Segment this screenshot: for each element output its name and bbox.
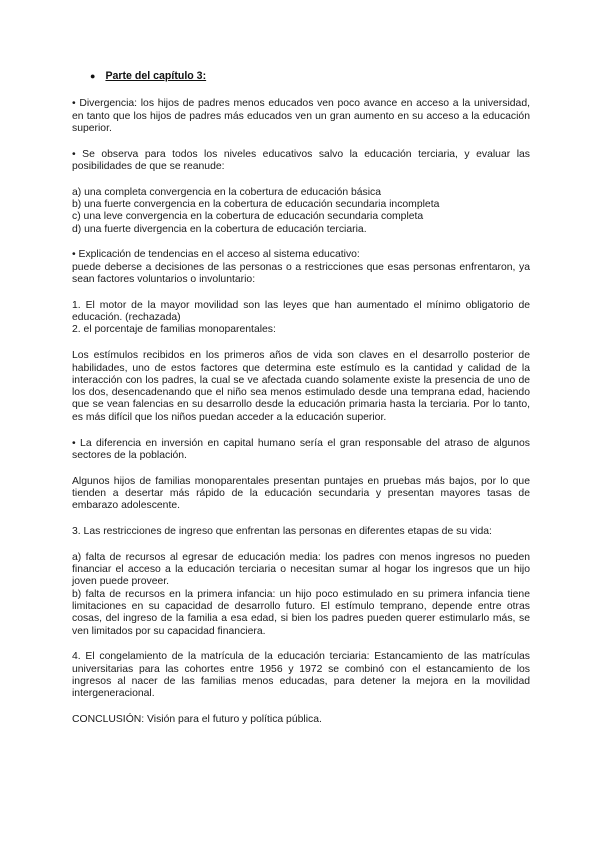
list-item: c) una leve convergencia en la cobertura de educación secundaria completa: [72, 211, 424, 223]
section-heading: [72, 70, 530, 82]
monoparentales-paragraph: Algunos hijos de familias monoparentales presentan puntajes en pruebas más bajos, por lo que tienden a desertar más rápido de la educación secundaria y presentan mayores tasas de embarazo adolescente.: [72, 475, 530, 512]
item-3: 3. Las restricciones de ingreso que enfrentan las personas en diferentes etapas de su vida:: [72, 526, 492, 538]
bullet-icon: ●: [90, 71, 96, 81]
estimulos-paragraph: Los estímulos recibidos en los primeros años de vida son claves en el desarrollo posterior de habilidades, uno de estos factores que determina este estímulo es la cantidad y calidad de la interacción con los padres, la cual se ve afectada cuando solamente existe la presencia de uno de los dos, desencadenando que el niño sea menos estimulado desde una temprana edad, haciendo que se vean falencias en su desarrollo desde la educación primaria hasta la terciaria. Por lo tanto, es más difícil que los niños puedan acceder a la educación superior.: [72, 350, 530, 423]
item-4: 4. El congelamiento de la matrícula de la educación terciaria: Estancamiento de las matrículas universitarias para las cohortes entre 1956 y 1972 se combinó con el estancamiento de los ingresos al nacer de las familias menos educadas, para detener la mejora en la movilidad intergeneracional.: [72, 651, 530, 700]
list-item: a) una completa convergencia en la cobertura de educación básica: [72, 186, 382, 198]
conclusion: CONCLUSIÓN: Visión para el futuro y política pública.: [72, 714, 322, 726]
divergencia-paragraph: • Divergencia: los hijos de padres menos educados ven poco avance en acceso a la universidad, en tanto que los hijos de padres más educados ven un gran aumento en su acceso a la educación superior.: [72, 98, 530, 134]
list-item: d) una fuerte divergencia en la cobertura de educación terciaria.: [72, 223, 367, 235]
tendencias-body: puede deberse a decisiones de las personas o a restricciones que esas personas enfrentaron, ya sean factores voluntarios o involuntario:: [72, 261, 530, 286]
item-2: 2. el porcentaje de familias monoparentales:: [72, 324, 276, 336]
section-heading-title: Parte del capítulo 3:: [105, 70, 207, 82]
restriccion-a: a) falta de recursos al egresar de educación media: los padres con menos ingresos no pueden financiar el acceso a la educación terciaria o necesitan sumar al hogar los ingresos que un hijo joven puede proveer.: [72, 551, 530, 588]
convergencia-list: [72, 187, 530, 236]
tendencias-title: • Explicación de tendencias en el acceso al sistema educativo:: [72, 249, 360, 261]
list-item: b) una fuerte convergencia en la cobertura de educación secundaria incompleta: [72, 199, 440, 211]
convergencia-intro: • Se observa para todos los niveles educativos salvo la educación terciaria, y evaluar las posibilidades de que se reanude:: [72, 148, 530, 172]
restriccion-b: b) falta de recursos en la primera infancia: un hijo poco estimulado en su primera infancia tiene limitaciones en su capacidad de desarrollo futuro. El estímulo temprano, depende entre otras cosas, del ingreso de la familia a esa edad, si bien los padres pueden querer estimularlo más, se ven limitados por su capacidad financiera.: [72, 588, 530, 637]
item-1: 1. El motor de la mayor movilidad son las leyes que han aumentado el mínimo obligatorio de educación. (rechazada): [72, 299, 530, 324]
inversion-paragraph: • La diferencia en inversión en capital humano sería el gran responsable del atraso de algunos sectores de la población.: [72, 437, 530, 461]
